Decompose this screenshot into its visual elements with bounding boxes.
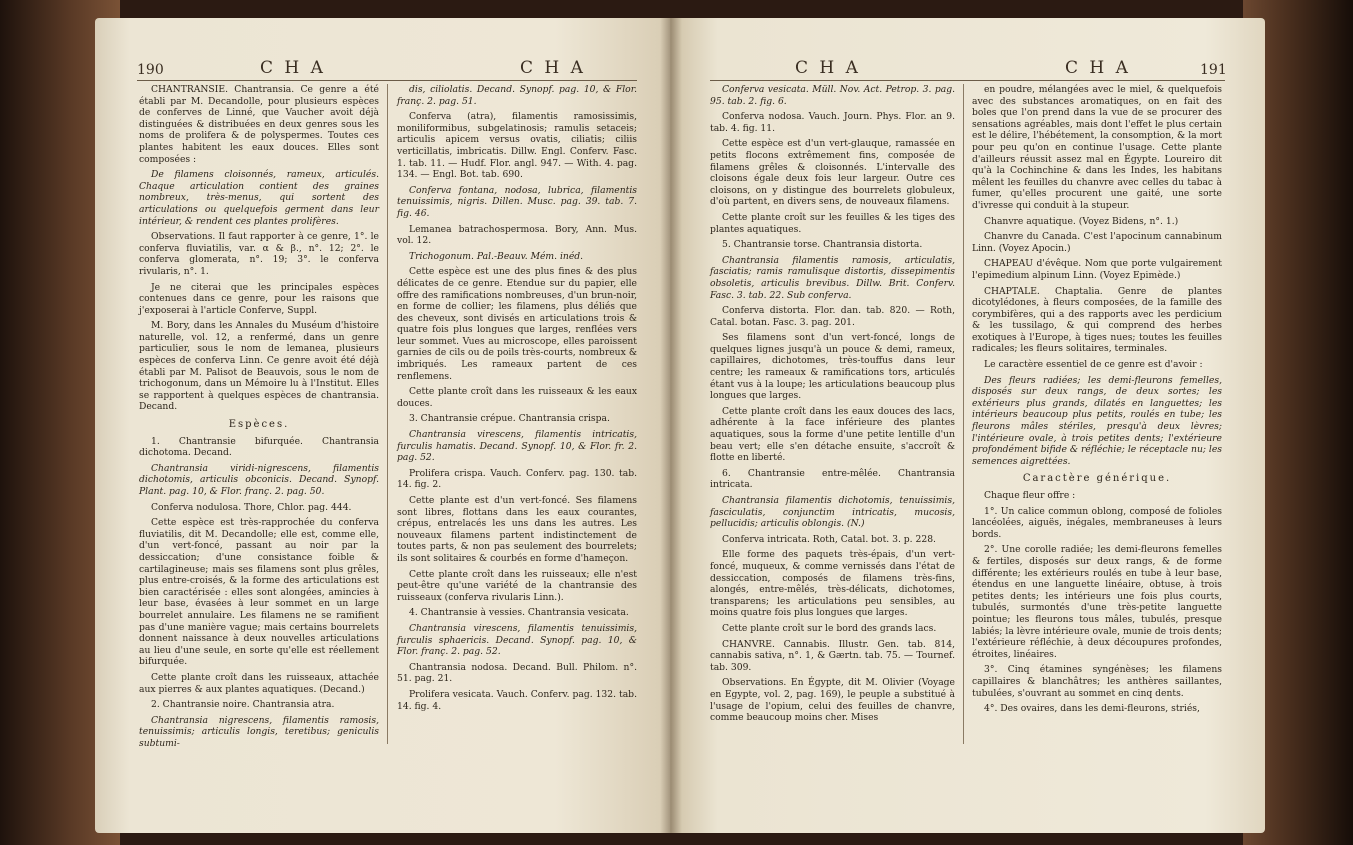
paragraph: De filamens cloisonnés, rameux, articulés. Chaque articulation contient des graines nombreux, très-menus, qui sortent des articulations ou quelquefois germent dans leur intérieur, & rendent ces plantes prolifères. [139, 169, 379, 227]
running-header: C H A [1065, 58, 1131, 78]
paragraph: Des fleurs radiées; les demi-fleurons femelles, disposés sur deux rangs, de deux sortes; les extérieurs plus grands, dilatés en languettes; les intérieurs beaucoup plus petits, roulés en tube; les fleurons mâles stériles, presqu'à deux lèvres; l'intérieure ovale, à trois petites dents; l'extérieure profondément bifide & réfléchie; le réceptacle nu; les semences aigrettées. [972, 374, 1222, 467]
column-divider [963, 84, 964, 744]
paragraph: CHAPTALE. Chaptalia. Genre de plantes dicotylédones, à fleurs composées, de la famille des corymbifères, qui a des rapports avec les perdicium & les tussilago, & qui comprend des herbes exotiques à l'Europe, à tiges nues; toutes les feuilles radicales; les fleurs solitaires, terminales. [972, 285, 1222, 355]
paragraph: 1. Chantransie bifurquée. Chantransia dichotoma. Decand. [139, 435, 379, 459]
column-divider [387, 84, 388, 744]
paragraph: Chantransia virescens, filamentis intricatis, furculis hamatis. Decand. Synopf. 10, & Flor. fr. 2. pag. 52. [397, 429, 637, 464]
paragraph: Cette plante croît dans les ruisseaux, attachée aux pierres & aux plantes aquatiques. (Decand.) [139, 671, 379, 695]
paragraph: CHANTRANSIE. Chantransia. Ce genre a été établi par M. Decandolle, pour plusieurs espèces de conferves de Linné, que Vaucher avoit déjà distinguées & distribuées en deux genres sous les noms de prolifera & de polyspermes. Toutes ces plantes habitent les eaux douces. Elles sont composées : [139, 84, 379, 165]
text-column-1 [710, 84, 955, 728]
paragraph: CHANVRE. Cannabis. Illustr. Gen. tab. 814, cannabis sativa, n°. 1, & Gærtn. tab. 75. — Tournef. tab. 309. [710, 638, 955, 673]
header-rule [137, 80, 637, 81]
left-page [95, 18, 670, 833]
paragraph: Le caractère essentiel de ce genre est d'avoir : [984, 359, 1203, 371]
paragraph: Lemanea batrachospermosa. Bory, Ann. Mus. vol. 12. [397, 223, 637, 247]
paragraph: Conferva nodulosa. Thore, Chlor. pag. 444. [151, 501, 352, 513]
paragraph: Chanvre du Canada. C'est l'apocinum cannabinum Linn. (Voyez Apocin.) [972, 231, 1222, 254]
text-column-2 [972, 84, 1222, 719]
text-column-1 [139, 84, 379, 753]
paragraph: Conferva nodosa. Vauch. Journ. Phys. Flor. an 9. tab. 4. fig. 11. [710, 111, 955, 134]
paragraph: 2. Chantransie noire. Chantransia atra. [151, 699, 335, 711]
paragraph: dis, ciliolatis. Decand. Synopf. pag. 10, & Flor. franç. 2. pag. 51. [397, 84, 637, 107]
paragraph: Je ne citerai que les principales espèces contenues dans ce genre, pour les raisons que j'exposerai à l'article Conferve, Suppl. [139, 281, 379, 316]
paragraph: Cette plante croît sur le bord des grands lacs. [722, 622, 937, 634]
paragraph: Conferva intricata. Roth, Catal. bot. 3. p. 228. [722, 533, 936, 545]
paragraph: 3. Chantransie crépue. Chantransia crispa. [409, 413, 610, 425]
running-header: C H A [795, 58, 861, 78]
paragraph: Chantransia filamentis ramosis, articulatis, fasciatis; ramis ramulisque distortis, dissepimentis obsoletis, articulis brevibus. Dillw. Brit. Conferv. Fasc. 3. tab. 22. Sub conferva. [710, 254, 955, 301]
paragraph: Chantransia nodosa. Decand. Bull. Philom. n°. 51. pag. 21. [397, 661, 637, 685]
paragraph: Cette plante croît dans les ruisseaux & les eaux douces. [397, 386, 637, 409]
paragraph: Cette plante est d'un vert-foncé. Ses filamens sont libres, flottans dans les eaux courantes, crépus, entrelacés les uns dans les autres. Les nouveaux filamens partent indistinctement de toutes parts, & non pas seulement des bourrelets; ils sont solitaires & courbés en forme d'hameçon. [397, 495, 637, 564]
paragraph: Prolifera vesicata. Vauch. Conferv. pag. 132. tab. 14. fig. 4. [397, 688, 637, 712]
paragraph: en poudre, mélangées avec le miel, & quelquefois avec des substances aromatiques, on en fait des boles que l'on prend dans la vue de se procurer des sensations agréables, mais dont l'effet le plus certain est le délire, l'hébétement, la consomption, & la mort pour peu qu'on en continue l'usage. Cette plante d'ailleurs réussit assez mal en Égypte. Loureiro dit qu'à la Cochinchine & dans les Indes, les habitans mêlent les feuilles du chanvre avec celles du tabac à fumer, qu'elles procurent une gaité, une sorte d'ivresse qui conduit à la stupeur. [972, 84, 1222, 211]
paragraph: Ses filamens sont d'un vert-foncé, longs de quelques lignes jusqu'à un pouce & demi, rameux, capillaires, dichotomes, très-touffus dans leur centre; les rameaux & ramifications tors, articulés étant vus à la loupe; les articulations beaucoup plus longues que larges. [710, 332, 955, 402]
paragraph: CHAPEAU d'évêque. Nom que porte vulgairement l'epimedium alpinum Linn. (Voyez Epimède.) [972, 258, 1222, 281]
paragraph: Conferva vesicata. Müll. Nov. Act. Petrop. 3. pag. 95. tab. 2. fig. 6. [710, 84, 955, 107]
paragraph: Chantransia nigrescens, filamentis ramosis, tenuissimis; articulis longis, teretibus; geniculis subtumi- [139, 714, 379, 749]
paragraph: Cette plante croît dans les eaux douces des lacs, adhérente à la face inférieure des plantes aquatiques, sous la forme d'une petite lentille d'un beau vert; elle s'en détache ensuite, s'accroît & flotte en liberté. [710, 405, 955, 464]
paragraph: 4°. Des ovaires, dans les demi-fleurons, striés, [984, 703, 1200, 715]
section-heading: Caractère générique. [1022, 473, 1172, 485]
paragraph: 4. Chantransie à vessies. Chantransia vesicata. [409, 607, 629, 619]
paragraph: 1°. Un calice commun oblong, composé de folioles lancéolées, aiguës, inégales, membraneuses à leurs bords. [972, 505, 1222, 540]
paragraph: 2°. Une corolle radiée; les demi-fleurons femelles & fertiles, disposés sur deux rangs, & de forme différente; les extérieurs roulés en tube à leur base, étendus en une languette linéaire, obtuse, à trois petites dents; les intérieurs une fois plus courts, tubulés, surmontés d'une très-petite languette pointue; les fleurons tous mâles, tubulés, presque labiés; la lèvre intérieure ovale, munie de trois dents; l'extérieure réfléchie, à deux découpures profondes, étroites, linéaires. [972, 544, 1222, 660]
running-header: C H A [520, 58, 586, 78]
section-heading: Espèces. [228, 419, 290, 431]
paragraph: Prolifera crispa. Vauch. Conferv. pag. 130. tab. 14. fig. 2. [397, 467, 637, 491]
book-gutter [660, 18, 682, 833]
paragraph: Cette espèce est une des plus fines & des plus délicates de ce genre. Etendue sur du papier, elle offre des ramifications nombreuses, d'un brun-noir, en forme de collier; les filamens, plus déliés que des cheveux, sont divisés en articulations trois & quatre fois plus longues que larges, renflées vers leur sommet. Vues au microscope, elles paroissent garnies de cils ou de poils très-courts, nombreux & imbriqués. Les rameaux partent de ces renflemens. [397, 266, 637, 382]
paragraph: Conferva (atra), filamentis ramosissimis, moniliformibus, subgelatinosis; ramulis setaceis; articulis apicem versus ovatis, ciliatis; ciliis verticillatis, imbricatis. Dillw. Engl. Conferv. Fasc. 1. tab. 11. — Hudf. Flor. angl. 947. — With. 4. pag. 134. — Engl. Bot. tab. 690. [397, 111, 637, 181]
page-number: 191 [1200, 62, 1227, 78]
running-header: C H A [260, 58, 326, 78]
paragraph: Conferva fontana, nodosa, lubrica, filamentis tenuissimis, nigris. Dillen. Musc. pag. 39. tab. 7. fig. 46. [397, 184, 637, 219]
paragraph: Conferva distorta. Flor. dan. tab. 820. — Roth, Catal. botan. Fasc. 3. pag. 201. [710, 305, 955, 328]
paragraph: Cette espèce est d'un vert-glauque, ramassée en petits flocons extrêmement fins, composée de filamens grêles & cloisonnés. L'intervalle des cloisons égale deux fois leur largeur. Outre ces cloisons, on y distingue des bourrelets globuleux, d'où partent, en divers sens, de nouveaux filamens. [710, 138, 955, 208]
header-rule [710, 80, 1225, 81]
paragraph: 6. Chantransie entre-mêlée. Chantransia intricata. [710, 467, 955, 491]
paragraph: Chaque fleur offre : [984, 490, 1076, 501]
paragraph: Cette plante croît sur les feuilles & les tiges des plantes aquatiques. [710, 211, 955, 235]
page-number: 190 [137, 62, 164, 78]
paragraph: Observations. En Égypte, dit M. Olivier (Voyage en Egypte, vol. 2, pag. 169), le peuple a substitué à l'usage de l'opium, celui des feuilles de chanvre, comme beaucoup moins cher. Mises [710, 677, 955, 724]
paragraph: Chanvre aquatique. (Voyez Bidens, n°. 1.) [984, 215, 1179, 227]
paragraph: Observations. Il faut rapporter à ce genre, 1°. le conferva fluviatilis, var. α & β., n°. 12; 2°. le conferva glomerata, n°. 19; 3°. le conferva rivularis, n°. 1. [139, 231, 379, 277]
paragraph: Trichogonum. Pal.-Beauv. Mém. inéd. [409, 250, 584, 262]
paragraph: Chantransia viridi-nigrescens, filamentis dichotomis, articulis obconicis. Decand. Synopf. Plant. pag. 10, & Flor. franç. 2. pag. 50. [139, 462, 379, 497]
paragraph: 3°. Cinq étamines syngénèses; les filamens capillaires & blanchâtres; les anthères saillantes, tubulées, s'ouvrant au sommet en cinq dents. [972, 664, 1222, 699]
paragraph: M. Bory, dans les Annales du Muséum d'histoire naturelle, vol. 12, a renfermé, dans un genre particulier, sous le nom de lemanea, plusieurs espèces de conferva Linn. Ce genre avoit été déjà établi par M. Palisot de Beauvois, sous le nom de trichogonum, dans un Mémoire lu à l'Institut. Elles se rapportent à quelques espèces de chantransia. Decand. [139, 320, 379, 413]
paragraph: Elle forme des paquets très-épais, d'un vert-foncé, muqueux, & comme vernissés dans l'état de dessiccation, composés de filamens très-fins, alongés, entre-mêlés, très-délicats, dichotomes, transparens; les articulations peu sensibles, au moins quatre fois plus longues que larges. [710, 549, 955, 619]
paragraph: 5. Chantransie torse. Chantransia distorta. [722, 239, 923, 251]
paragraph: Cette espèce est très-rapprochée du conferva fluviatilis, dit M. Decandolle; elle est, comme elle, d'un vert-foncé, passant au noir par la dessiccation; d'une consistance foible & cartilagineuse; mais ses filamens sont plus grêles, plus entre-croisés, & la forme des articulations est bien caractérisée : elles sont alongées, amincies à leur base, évasées à leur sommet en un large bourrelet annulaire. Les filamens ne se ramifient pas d'une manière vague; mais certains bourrelets donnent naissance à deux nouvelles articulations au lieu d'une seule, en sorte qu'elle est réellement bifurquée. [139, 517, 379, 668]
right-page [670, 18, 1265, 833]
paragraph: Chantransia filamentis dichotomis, tenuissimis, fasciculatis, conjunctim intricatis, mucosis, pellucidis; articulis oblongis. (N.) [710, 495, 955, 530]
paragraph: Chantransia virescens, filamentis tenuissimis, furculis sphaericis. Decand. Synopf. pag. 10, & Flor. franç. 2. pag. 52. [397, 622, 637, 658]
text-column-2 [397, 84, 637, 716]
open-book [95, 18, 1265, 833]
paragraph: Cette plante croît dans les ruisseaux; elle n'est peut-être qu'une variété de la chantransie des ruisseaux (conferva rivularis Linn.). [397, 568, 637, 603]
